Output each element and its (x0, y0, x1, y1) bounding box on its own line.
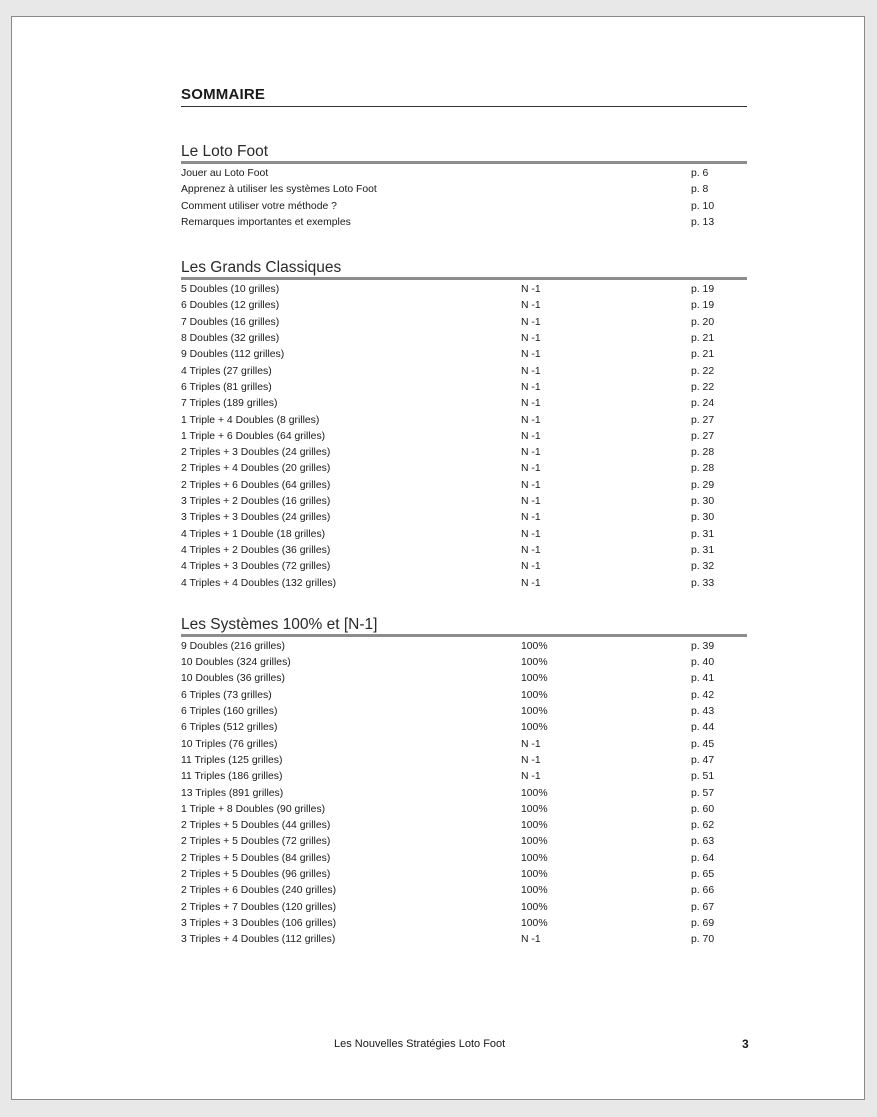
entry-system-type: 100% (521, 885, 548, 897)
entry-system-type: N -1 (521, 447, 541, 459)
section-heading: Les Systèmes 100% et [N-1] (181, 616, 747, 637)
toc-entry (181, 639, 747, 655)
page-title: SOMMAIRE (181, 85, 747, 107)
entry-title: 1 Triple + 8 Doubles (90 grilles) (181, 803, 326, 815)
entry-title: 3 Triples + 4 Doubles (112 grilles) (181, 934, 336, 946)
entry-system-type: N -1 (521, 496, 541, 508)
toc-entry (181, 494, 747, 510)
section-heading: Le Loto Foot (181, 143, 747, 164)
entry-title: 3 Triples + 3 Doubles (24 grilles) (181, 512, 331, 524)
entry-system-type: N -1 (521, 300, 541, 312)
toc-entry (181, 543, 747, 559)
toc-entry (181, 851, 747, 867)
entry-page-ref: p. 43 (691, 706, 715, 718)
entry-system-type: 100% (521, 706, 548, 718)
toc-entry (181, 883, 747, 899)
entry-page-ref: p. 33 (691, 577, 715, 589)
toc-section-grands-classiques (181, 259, 747, 592)
entry-system-type: 100% (521, 689, 548, 701)
entry-system-type: 100% (521, 657, 548, 669)
entry-title: 2 Triples + 7 Doubles (120 grilles) (181, 901, 337, 913)
entry-page-ref: p. 21 (691, 349, 715, 361)
entry-page-ref: p. 10 (691, 200, 715, 212)
entry-title: 2 Triples + 5 Doubles (96 grilles) (181, 868, 331, 880)
section-heading: Les Grands Classiques (181, 259, 747, 280)
entry-page-ref: p. 22 (691, 381, 715, 393)
toc-entry (181, 900, 747, 916)
entry-page-ref: p. 30 (691, 496, 715, 508)
entry-page-ref: p. 67 (691, 901, 715, 913)
entry-title: 6 Triples (512 grilles) (181, 722, 278, 734)
toc-entry (181, 478, 747, 494)
entry-title: 6 Triples (81 grilles) (181, 381, 272, 393)
entry-title: 2 Triples + 3 Doubles (24 grilles) (181, 447, 331, 459)
entry-title: 1 Triple + 4 Doubles (8 grilles) (181, 414, 320, 426)
entry-title: Remarques importantes et exemples (181, 216, 351, 228)
entry-title: 4 Triples + 1 Double (18 grilles) (181, 528, 326, 540)
entry-page-ref: p. 60 (691, 803, 715, 815)
entry-system-type: N -1 (521, 738, 541, 750)
entry-title: 4 Triples + 4 Doubles (132 grilles) (181, 577, 337, 589)
entry-page-ref: p. 47 (691, 754, 715, 766)
toc-entry (181, 364, 747, 380)
entry-system-type: 100% (521, 917, 548, 929)
entry-title: 11 Triples (125 grilles) (181, 754, 283, 766)
entry-title: Apprenez à utiliser les systèmes Loto Foot (181, 184, 377, 196)
entry-page-ref: p. 57 (691, 787, 715, 799)
entry-system-type: 100% (521, 640, 548, 652)
toc-entry (181, 769, 747, 785)
toc-entry (181, 559, 747, 575)
entry-system-type: N -1 (521, 577, 541, 589)
entry-system-type: N -1 (521, 414, 541, 426)
entry-title: 4 Triples + 2 Doubles (36 grilles) (181, 544, 331, 556)
section-rows (181, 166, 747, 231)
toc-entry (181, 429, 747, 445)
entry-system-type: N -1 (521, 398, 541, 410)
entry-page-ref: p. 64 (691, 852, 715, 864)
toc-entry (181, 331, 747, 347)
toc-entry (181, 413, 747, 429)
entry-system-type: 100% (521, 852, 548, 864)
entry-title: 7 Doubles (16 grilles) (181, 316, 280, 328)
entry-system-type: 100% (521, 820, 548, 832)
entry-title: 10 Triples (76 grilles) (181, 738, 278, 750)
toc-entry (181, 753, 747, 769)
entry-page-ref: p. 29 (691, 479, 715, 491)
entry-title: 5 Doubles (10 grilles) (181, 284, 280, 296)
entry-page-ref: p. 51 (691, 771, 715, 783)
entry-page-ref: p. 62 (691, 820, 715, 832)
entry-system-type: N -1 (521, 512, 541, 524)
toc-entry (181, 688, 747, 704)
entry-page-ref: p. 39 (691, 640, 715, 652)
entry-title: 8 Doubles (32 grilles) (181, 333, 280, 345)
entry-page-ref: p. 32 (691, 561, 715, 573)
entry-system-type: 100% (521, 722, 548, 734)
toc-entry (181, 182, 747, 198)
entry-system-type: N -1 (521, 754, 541, 766)
entry-system-type: N -1 (521, 365, 541, 377)
entry-page-ref: p. 22 (691, 365, 715, 377)
toc-entry (181, 461, 747, 477)
footer-title: Les Nouvelles Stratégies Loto Foot (334, 1038, 506, 1050)
toc-entry (181, 445, 747, 461)
entry-system-type: N -1 (521, 284, 541, 296)
entry-page-ref: p. 19 (691, 284, 715, 296)
entry-page-ref: p. 21 (691, 333, 715, 345)
entry-page-ref: p. 65 (691, 868, 715, 880)
toc-entry (181, 166, 747, 182)
toc-entry (181, 737, 747, 753)
entry-title: 9 Doubles (112 grilles) (181, 349, 285, 361)
entry-system-type: N -1 (521, 771, 541, 783)
entry-page-ref: p. 20 (691, 316, 715, 328)
entry-title: 6 Triples (73 grilles) (181, 689, 272, 701)
entry-title: 13 Triples (891 grilles) (181, 787, 284, 799)
toc-entry (181, 396, 747, 412)
entry-title: 9 Doubles (216 grilles) (181, 640, 285, 652)
toc-entry (181, 347, 747, 363)
entry-system-type: N -1 (521, 463, 541, 475)
entry-system-type: 100% (521, 868, 548, 880)
entry-system-type: N -1 (521, 934, 541, 946)
entry-system-type: N -1 (521, 381, 541, 393)
toc-entry (181, 704, 747, 720)
page-footer (12, 1038, 877, 1054)
entry-title: 2 Triples + 6 Doubles (64 grilles) (181, 479, 331, 491)
entry-system-type: N -1 (521, 479, 541, 491)
toc-entry (181, 576, 747, 592)
toc-entry (181, 720, 747, 736)
entry-title: 10 Doubles (324 grilles) (181, 657, 291, 669)
toc-entry (181, 671, 747, 687)
entry-title: 4 Triples + 3 Doubles (72 grilles) (181, 561, 331, 573)
toc-entry (181, 282, 747, 298)
entry-page-ref: p. 8 (691, 184, 709, 196)
entry-page-ref: p. 41 (691, 673, 715, 685)
toc-entry (181, 867, 747, 883)
toc-entry (181, 510, 747, 526)
entry-system-type: 100% (521, 836, 548, 848)
entry-page-ref: p. 19 (691, 300, 715, 312)
entry-page-ref: p. 6 (691, 168, 709, 179)
toc-entry (181, 380, 747, 396)
entry-system-type: N -1 (521, 528, 541, 540)
entry-system-type: 100% (521, 673, 548, 685)
entry-page-ref: p. 28 (691, 463, 715, 475)
entry-title: 6 Triples (160 grilles) (181, 706, 278, 718)
entry-system-type: N -1 (521, 561, 541, 573)
entry-page-ref: p. 13 (691, 216, 715, 228)
toc-entry (181, 298, 747, 314)
entry-title: 3 Triples + 3 Doubles (106 grilles) (181, 917, 337, 929)
entry-title: Jouer au Loto Foot (181, 168, 269, 179)
toc-section-loto-foot (181, 143, 747, 231)
entry-title: 6 Doubles (12 grilles) (181, 300, 280, 312)
entry-page-ref: p. 31 (691, 544, 715, 556)
toc-entry (181, 802, 747, 818)
toc-entry (181, 786, 747, 802)
entry-page-ref: p. 63 (691, 836, 715, 848)
entry-system-type: N -1 (521, 349, 541, 361)
entry-title: 3 Triples + 2 Doubles (16 grilles) (181, 496, 331, 508)
toc-section-systemes (181, 616, 747, 949)
entry-title: 11 Triples (186 grilles) (181, 771, 283, 783)
toc-entry (181, 916, 747, 932)
toc-entry (181, 199, 747, 215)
entry-title: 7 Triples (189 grilles) (181, 398, 278, 410)
entry-page-ref: p. 45 (691, 738, 715, 750)
entry-page-ref: p. 27 (691, 414, 715, 426)
entry-page-ref: p. 24 (691, 398, 715, 410)
entry-title: 4 Triples (27 grilles) (181, 365, 272, 377)
entry-system-type: 100% (521, 901, 548, 913)
entry-title: 2 Triples + 5 Doubles (44 grilles) (181, 820, 331, 832)
page-number: 3 (742, 1037, 749, 1051)
entry-page-ref: p. 44 (691, 722, 715, 734)
entry-page-ref: p. 42 (691, 689, 715, 701)
toc-entry (181, 655, 747, 671)
entry-system-type: N -1 (521, 316, 541, 328)
toc-entry (181, 527, 747, 543)
table-of-contents (181, 85, 747, 948)
entry-title: 2 Triples + 5 Doubles (84 grilles) (181, 852, 331, 864)
entry-page-ref: p. 66 (691, 885, 715, 897)
entry-page-ref: p. 40 (691, 657, 715, 669)
toc-entry (181, 315, 747, 331)
entry-page-ref: p. 28 (691, 447, 715, 459)
entry-page-ref: p. 31 (691, 528, 715, 540)
entry-system-type: N -1 (521, 430, 541, 442)
entry-page-ref: p. 70 (691, 934, 715, 946)
section-rows (181, 639, 747, 949)
entry-system-type: N -1 (521, 333, 541, 345)
entry-title: 10 Doubles (36 grilles) (181, 673, 285, 685)
entry-system-type: N -1 (521, 544, 541, 556)
section-rows (181, 282, 747, 592)
entry-title: Comment utiliser votre méthode ? (181, 200, 337, 212)
toc-entry (181, 818, 747, 834)
entry-title: 2 Triples + 5 Doubles (72 grilles) (181, 836, 331, 848)
entry-page-ref: p. 69 (691, 917, 715, 929)
entry-system-type: 100% (521, 803, 548, 815)
entry-title: 2 Triples + 4 Doubles (20 grilles) (181, 463, 331, 475)
entry-title: 1 Triple + 6 Doubles (64 grilles) (181, 430, 326, 442)
toc-entry (181, 834, 747, 850)
entry-page-ref: p. 27 (691, 430, 715, 442)
entry-system-type: 100% (521, 787, 548, 799)
entry-page-ref: p. 30 (691, 512, 715, 524)
document-page (11, 16, 865, 1100)
toc-entry (181, 932, 747, 948)
entry-title: 2 Triples + 6 Doubles (240 grilles) (181, 885, 337, 897)
toc-entry (181, 215, 747, 231)
